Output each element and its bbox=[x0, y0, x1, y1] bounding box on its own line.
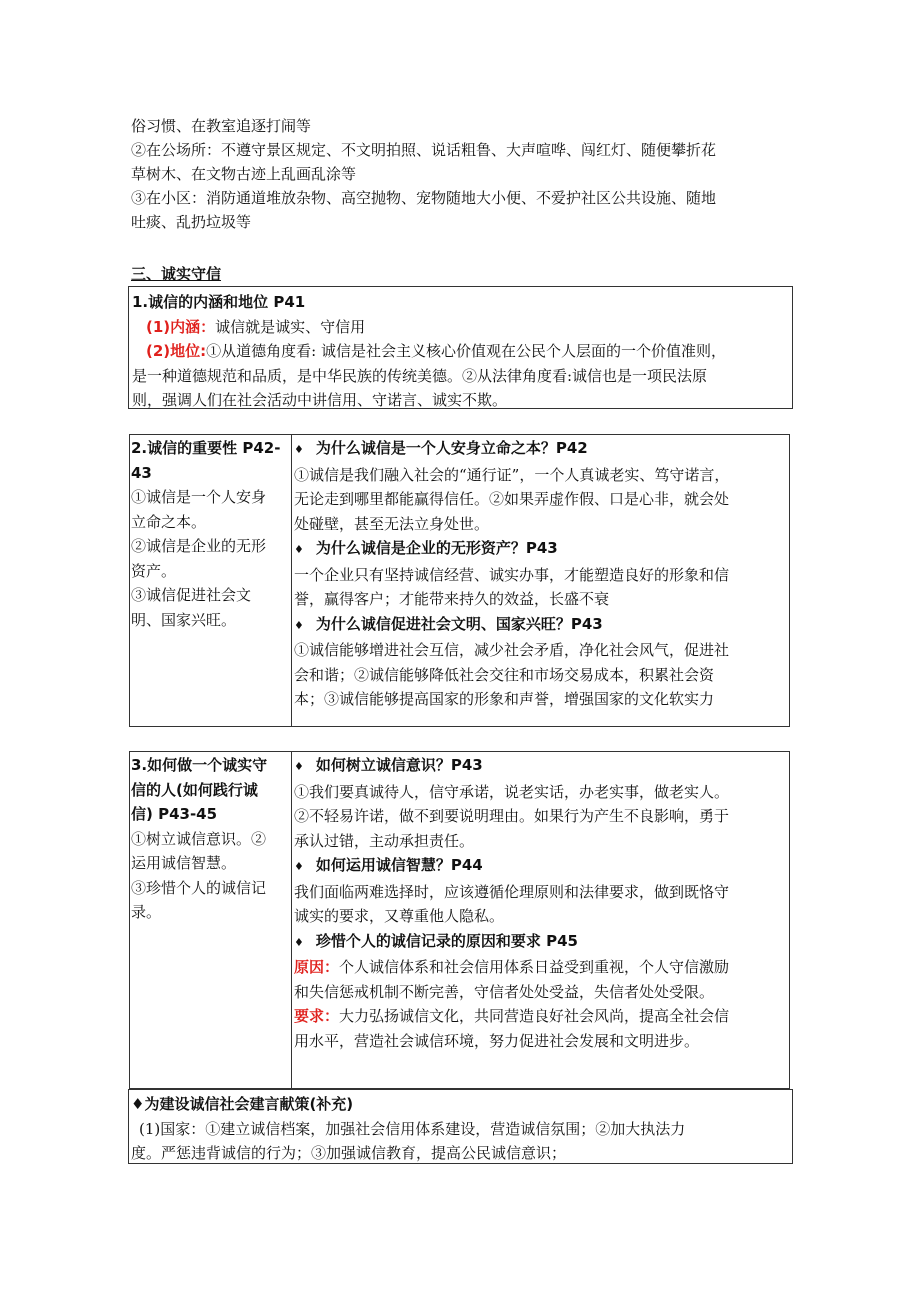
box2-item: 明、国家兴旺。 bbox=[131, 610, 237, 629]
intro-line-5: 吐痰、乱扔垃圾等 bbox=[131, 213, 252, 231]
box3-answer-line: 诚实的要求，又尊重他人隐私。 bbox=[294, 907, 505, 925]
box3-heading-line: 3.如何做一个诚实守 bbox=[131, 756, 268, 774]
intro-line-2: ②在公场所：不遵守景区规定、不文明拍照、说话粗鲁、大声喧哗、闯红灯、随便攀折花 bbox=[131, 141, 717, 159]
reason-line: 和失信惩戒机制不断完善，守信者处处受益，失信者处处受限。 bbox=[294, 982, 715, 1001]
diamond-bullet-icon: ♦ bbox=[294, 760, 304, 773]
box3-answer-line: 承认过错，主动承担责任。 bbox=[294, 831, 475, 850]
box-definition bbox=[128, 286, 793, 409]
neihan-label: (1)内涵： bbox=[146, 317, 216, 336]
box2-answer-line: 一个企业只有坚持诚信经营、诚实办事，才能塑造良好的形象和信 bbox=[294, 565, 730, 584]
box4-line-2: 度。严惩违背诚信的行为；③加强诚信教育，提高公民诚信意识； bbox=[131, 1144, 567, 1162]
box2-item: ③诚信促进社会文 bbox=[131, 586, 252, 604]
box3-item: 录。 bbox=[131, 903, 162, 921]
reason-line: 个人诚信体系和社会信用体系日益受到重视，个人守信激励 bbox=[339, 958, 730, 976]
box2-right bbox=[294, 436, 788, 712]
diamond-bullet-icon: ♦ bbox=[294, 618, 304, 632]
intro-line-4: ③在小区：消防通道堆放杂物、高空抛物、宠物随地大小便、不爱护社区公共设施、随地 bbox=[131, 189, 717, 207]
box3-answer-line: ②不轻易许诺，做不到要说明理由。如果行为产生不良影响，勇于 bbox=[294, 807, 730, 825]
section-title: 三、诚实守信 bbox=[131, 265, 222, 283]
intro-line-1: 俗习惯、在教室追逐打闹等 bbox=[131, 117, 312, 135]
diwei-text-1: ①从道德角度看: 诚信是社会主义核心价值观在公民个人层面的一个价值准则， bbox=[206, 342, 726, 360]
box2-answer-line: 誉，赢得客户；才能带来持久的效益，长盛不衰 bbox=[294, 590, 610, 608]
box3-answer-line: ①我们要真诚待人，信守承诺，说老实话，办老实事，做老实人。 bbox=[294, 782, 730, 801]
box2-item: ①诚信是一个人安身 bbox=[131, 488, 267, 506]
box2-answer-line: 处碰壁，甚至无法立身处世。 bbox=[294, 514, 490, 533]
requirement-line: 用水平，营造社会诚信环境，努力促进社会发展和文明进步。 bbox=[294, 1031, 700, 1050]
box3-item: ③珍惜个人的诚信记 bbox=[131, 878, 267, 897]
box3-answer-line: 我们面临两难选择时，应该遵循伦理原则和法律要求，做到既恪守 bbox=[294, 882, 730, 901]
box2-question-3: 为什么诚信促进社会文明、国家兴旺？P43 bbox=[315, 614, 603, 633]
box1-heading: 1.诚信的内涵和地位 P41 bbox=[132, 293, 306, 311]
neihan-text: 诚信就是诚实、守信用 bbox=[215, 317, 366, 336]
box3-right bbox=[294, 753, 788, 1053]
box3-item: ①树立诚信意识。② bbox=[131, 829, 267, 848]
diamond-bullet-icon: ♦ bbox=[294, 935, 304, 949]
box-suggestions bbox=[128, 1089, 793, 1164]
box2-answer-line: 会和谐；②诚信能够降低社会交往和市场交易成本，积累社会资 bbox=[294, 665, 715, 684]
box2-item: 资产。 bbox=[131, 561, 177, 580]
box2-left bbox=[131, 436, 288, 632]
diamond-bullet-icon: ♦ bbox=[294, 543, 304, 556]
box3-question-1: 如何树立诚信意识？P43 bbox=[315, 756, 483, 774]
diwei-label: (2)地位: bbox=[146, 342, 207, 360]
box2-divider bbox=[291, 434, 292, 727]
diamond-bullet-icon: ♦ bbox=[294, 443, 304, 456]
box3-question-3: 珍惜个人的诚信记录的原因和要求 P45 bbox=[315, 931, 578, 950]
diamond-bullet-icon: ♦ bbox=[294, 860, 304, 873]
box2-question-2: 为什么诚信是企业的无形资产？P43 bbox=[315, 539, 558, 557]
box3-left bbox=[131, 753, 288, 925]
box2-question-1: 为什么诚信是一个人安身立命之本？P42 bbox=[315, 439, 588, 457]
diwei-text-2: 是一种道德规范和品质，是中华民族的传统美德。②从法律角度看:诚信也是一项民法原 bbox=[132, 366, 708, 385]
box3-heading-line: 信) P43-45 bbox=[131, 805, 218, 823]
box2-answer-line: 无论走到哪里都能赢得信任。②如果弄虚作假、口是心非，就会处 bbox=[294, 490, 730, 508]
box2-answer-line: ①诚信能够增进社会互信，减少社会矛盾，净化社会风气，促进社 bbox=[294, 641, 730, 659]
intro-line-3: 草树木、在文物古迹上乱画乱涂等 bbox=[131, 165, 357, 183]
box2-item: 立命之本。 bbox=[131, 512, 207, 531]
box3-divider bbox=[291, 751, 292, 1089]
box2-heading-2: 43 bbox=[131, 463, 152, 482]
requirement-line: 大力弘扬诚信文化，共同营造良好社会风尚，提高全社会信 bbox=[339, 1007, 730, 1025]
box2-item: ②诚信是企业的无形 bbox=[131, 537, 267, 555]
reason-label: 原因： bbox=[294, 958, 340, 976]
box3-heading-line: 信的人(如何践行诚 bbox=[131, 780, 258, 799]
box2-answer-line: ①诚信是我们融入社会的“通行证”，一个人真诚老实、笃守诺言， bbox=[294, 465, 730, 484]
box4-heading: ♦为建设诚信社会建言献策(补充) bbox=[131, 1095, 354, 1113]
box3-question-2: 如何运用诚信智慧？P44 bbox=[315, 856, 483, 874]
box4-line-1: (1)国家：①建立诚信档案，加强社会信用体系建设，营造诚信氛围；②加大执法力 bbox=[139, 1119, 686, 1138]
requirement-label: 要求： bbox=[294, 1007, 340, 1025]
box2-heading-1: 2.诚信的重要性 P42- bbox=[131, 439, 281, 457]
diwei-text-3: 则，强调人们在社会活动中讲信用、守诺言、诚实不欺。 bbox=[132, 391, 508, 409]
box3-item: 运用诚信智慧。 bbox=[131, 854, 237, 872]
box2-answer-line: 本；③诚信能够提高国家的形象和声誉，增强国家的文化软实力 bbox=[294, 690, 715, 708]
